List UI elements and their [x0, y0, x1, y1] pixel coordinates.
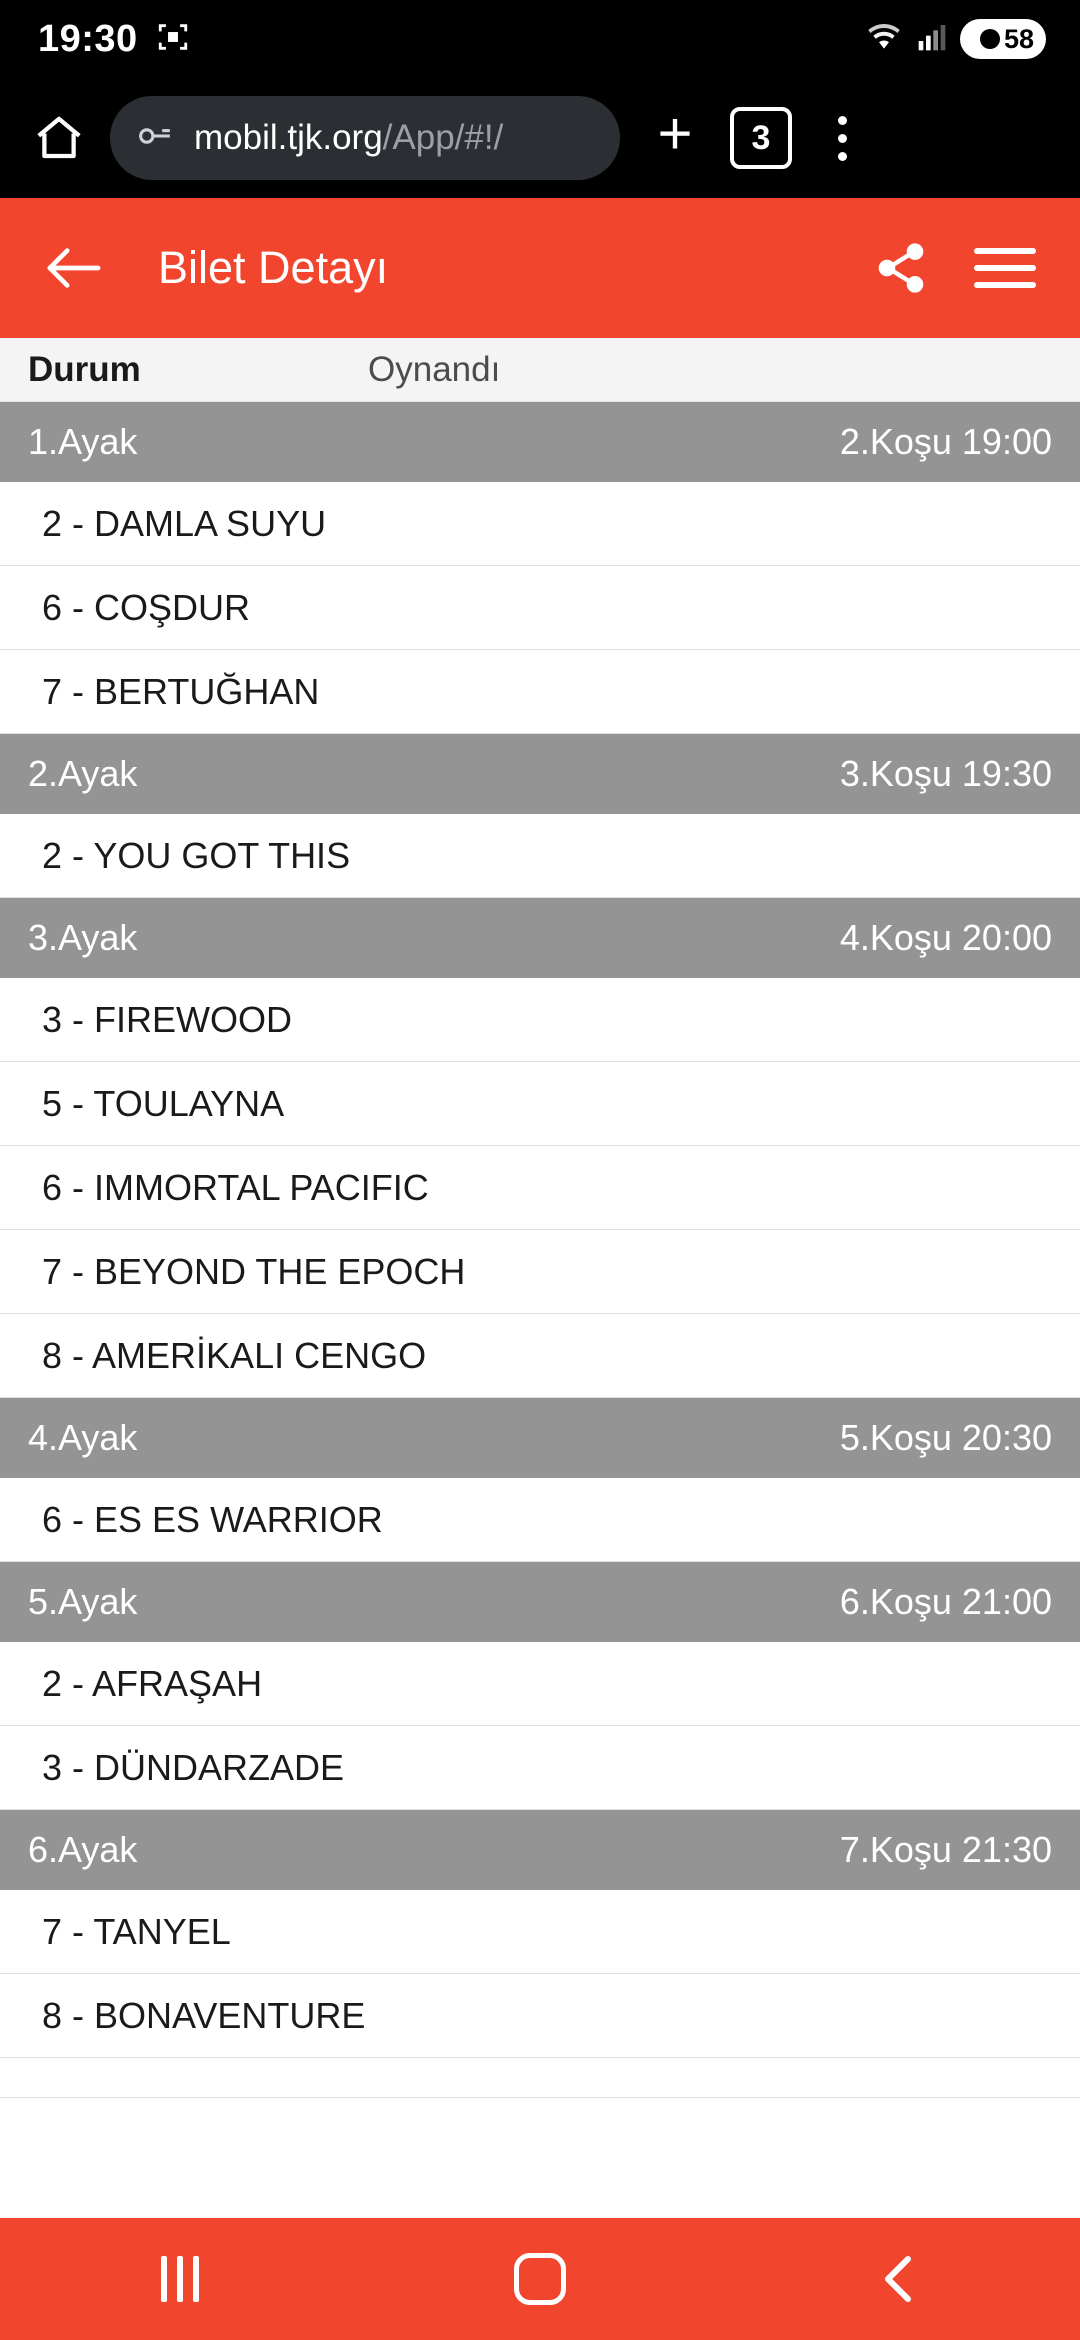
battery-level-label: 58: [1003, 23, 1034, 54]
horse-row[interactable]: 5 - TOULAYNA: [0, 1062, 1080, 1146]
horse-row[interactable]: 2 - DAMLA SUYU: [0, 482, 1080, 566]
horse-row[interactable]: 3 - FIREWOOD: [0, 978, 1080, 1062]
leg-name: 1.Ayak: [28, 421, 138, 462]
race-name-time: 4.Koşu 20:00: [839, 917, 1052, 958]
battery-indicator: [960, 19, 1046, 59]
ticket-status-row: [0, 338, 1080, 402]
race-name-time: 5.Koşu 20:30: [839, 1417, 1052, 1458]
cellular-signal-icon: [916, 21, 948, 58]
screenshot-icon: [156, 20, 190, 59]
leg-name: 2.Ayak: [28, 753, 138, 794]
share-icon[interactable]: [866, 233, 936, 303]
back-arrow-icon[interactable]: [40, 235, 106, 301]
home-icon[interactable]: [28, 107, 90, 169]
race-name-time: 6.Koşu 21:00: [839, 1581, 1052, 1622]
race-name-time: 7.Koşu 21:30: [839, 1829, 1052, 1870]
horse-row[interactable]: 7 - TANYEL: [0, 1890, 1080, 1974]
clock: 19:30: [38, 17, 138, 60]
horse-row[interactable]: 2 - YOU GOT THIS: [0, 814, 1080, 898]
horse-row[interactable]: 6 - COŞDUR: [0, 566, 1080, 650]
status-bar-right: [864, 19, 1046, 59]
list-end-spacer: [0, 2058, 1080, 2098]
ticket-status-value: Oynandı: [368, 349, 501, 389]
leg-name: 3.Ayak: [28, 917, 138, 958]
leg-name: 4.Ayak: [28, 1417, 138, 1458]
home-square: [514, 2253, 566, 2305]
wifi-icon: [864, 20, 904, 59]
status-bar: [0, 0, 1080, 78]
leg-header[interactable]: [0, 1562, 1080, 1642]
browser-toolbar: [0, 78, 1080, 198]
new-tab-button[interactable]: +: [657, 100, 693, 167]
horse-row[interactable]: 3 - DÜNDARZADE: [0, 1726, 1080, 1810]
status-bar-left: [38, 18, 190, 61]
overflow-menu-icon[interactable]: [812, 105, 872, 171]
page-title: Bilet Detayı: [158, 242, 389, 293]
app-header: [0, 198, 1080, 338]
home-icon[interactable]: [450, 2229, 630, 2329]
horse-row[interactable]: 7 - BEYOND THE EPOCH: [0, 1230, 1080, 1314]
leg-header[interactable]: [0, 898, 1080, 978]
leg-name: 6.Ayak: [28, 1829, 138, 1870]
tab-switcher-button[interactable]: 3: [730, 107, 792, 169]
site-info-icon[interactable]: [136, 119, 176, 158]
horse-row[interactable]: 8 - BONAVENTURE: [0, 1974, 1080, 2058]
horse-row[interactable]: 7 - BERTUĞHAN: [0, 650, 1080, 734]
hamburger-lines: [974, 248, 1036, 288]
legs-container: [0, 402, 1080, 2058]
address-bar[interactable]: [110, 96, 620, 180]
system-navigation-bar: [0, 2218, 1080, 2340]
leg-header[interactable]: [0, 1398, 1080, 1478]
ticket-status-label: Durum: [28, 349, 141, 389]
recents-icon[interactable]: [90, 2229, 270, 2329]
leg-header[interactable]: [0, 1810, 1080, 1890]
leg-name: 5.Ayak: [28, 1581, 138, 1622]
horse-row[interactable]: 6 - IMMORTAL PACIFIC: [0, 1146, 1080, 1230]
url-text: mobil.tjk.org/App/#!/: [194, 118, 504, 157]
recents-lines: [161, 2256, 199, 2302]
horse-row[interactable]: 2 - AFRAŞAH: [0, 1642, 1080, 1726]
leg-header[interactable]: [0, 734, 1080, 814]
leg-header[interactable]: [0, 402, 1080, 482]
back-icon[interactable]: [810, 2229, 990, 2329]
horse-row[interactable]: 6 - ES ES WARRIOR: [0, 1478, 1080, 1562]
race-name-time: 2.Koşu 19:00: [839, 421, 1052, 462]
ticket-detail-list[interactable]: [0, 338, 1080, 2218]
hamburger-menu-icon[interactable]: [970, 233, 1040, 303]
battery-charging-icon: [980, 29, 1000, 49]
horse-row[interactable]: 8 - AMERİKALI CENGO: [0, 1314, 1080, 1398]
race-name-time: 3.Koşu 19:30: [839, 753, 1052, 794]
